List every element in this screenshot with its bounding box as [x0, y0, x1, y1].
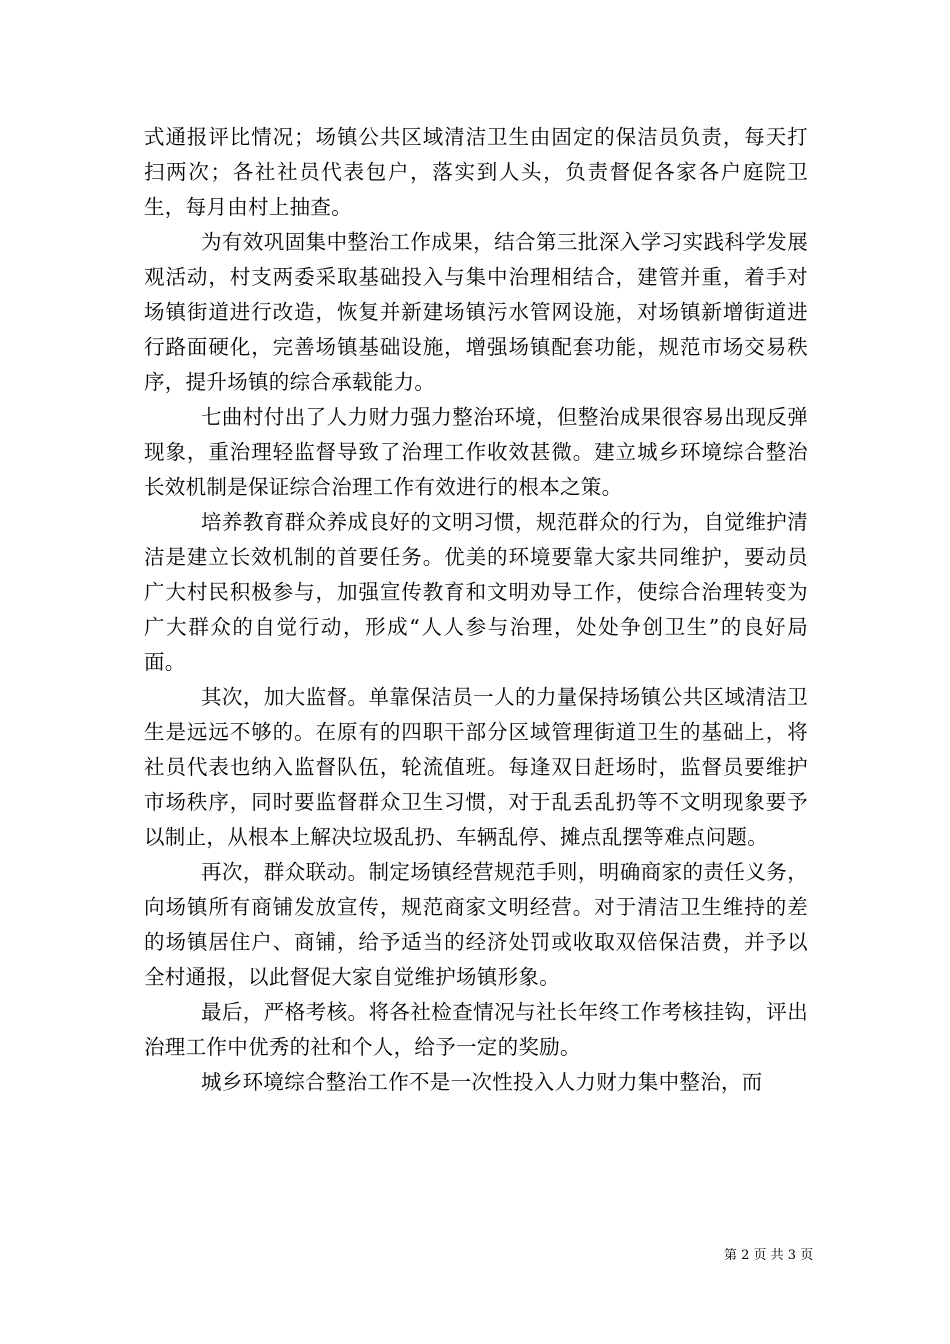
paragraph-1: 式通报评比情况；场镇公共区域清洁卫生由固定的保洁员负责，每天打扫两次；各社社员代表包户，落实到人头，负责督促各家各户庭院卫生，每月由村上抽查。: [144, 125, 808, 219]
paragraph-7: 最后，严格考核。将各社检查情况与社长年终工作考核挂钩，评出治理工作中优秀的社和个人，给予一定的奖励。: [144, 1000, 808, 1059]
body-text: [144, 120, 808, 1100]
paragraph-2: 为有效巩固集中整治工作成果，结合第三批深入学习实践科学发展观活动，村支两委采取基础投入与集中治理相结合，建管并重，着手对场镇街道进行改造，恢复并新建场镇污水管网设施，对场镇新增街道进行路面硬化，完善场镇基础设施，增强场镇配套功能，规范市场交易秩序，提升场镇的综合承载能力。: [144, 230, 808, 394]
paragraph-3: 七曲村付出了人力财力强力整治环境，但整治成果很容易出现反弹现象，重治理轻监督导致了治理工作收效甚微。建立城乡环境综合整治长效机制是保证综合治理工作有效进行的根本之策。: [144, 405, 808, 499]
page-number-footer: 第 2 页 共 3 页: [724, 1248, 814, 1263]
paragraph-6: 再次，群众联动。制定场镇经营规范手则，明确商家的责任义务，向场镇所有商铺发放宣传，规范商家文明经营。对于清洁卫生维持的差的场镇居住户、商铺，给予适当的经济处罚或收取双倍保洁费，并予以全村通报，以此督促大家自觉维护场镇形象。: [144, 860, 808, 989]
paragraph-8: 城乡环境综合整治工作不是一次性投入人力财力集中整治，而: [201, 1070, 763, 1094]
paragraph-5: 其次，加大监督。单靠保洁员一人的力量保持场镇公共区域清洁卫生是远远不够的。在原有的四职干部分区域管理街道卫生的基础上，将社员代表也纳入监督队伍，轮流值班。每逢双日赶场时，监督员要维护市场秩序，同时要监督群众卫生习惯，对于乱丢乱扔等不文明现象要予以制止，从根本上解决垃圾乱扔、车辆乱停、摊点乱摆等难点问题。: [144, 685, 808, 849]
paragraph-4: 培养教育群众养成良好的文明习惯，规范群众的行为，自觉维护清洁是建立长效机制的首要任务。优美的环境要靠大家共同维护，要动员广大村民积极参与，加强宣传教育和文明劝导工作，使综合治理转变为广大群众的自觉行动，形成“人人参与治理，处处争创卫生”的良好局面。: [144, 510, 808, 674]
